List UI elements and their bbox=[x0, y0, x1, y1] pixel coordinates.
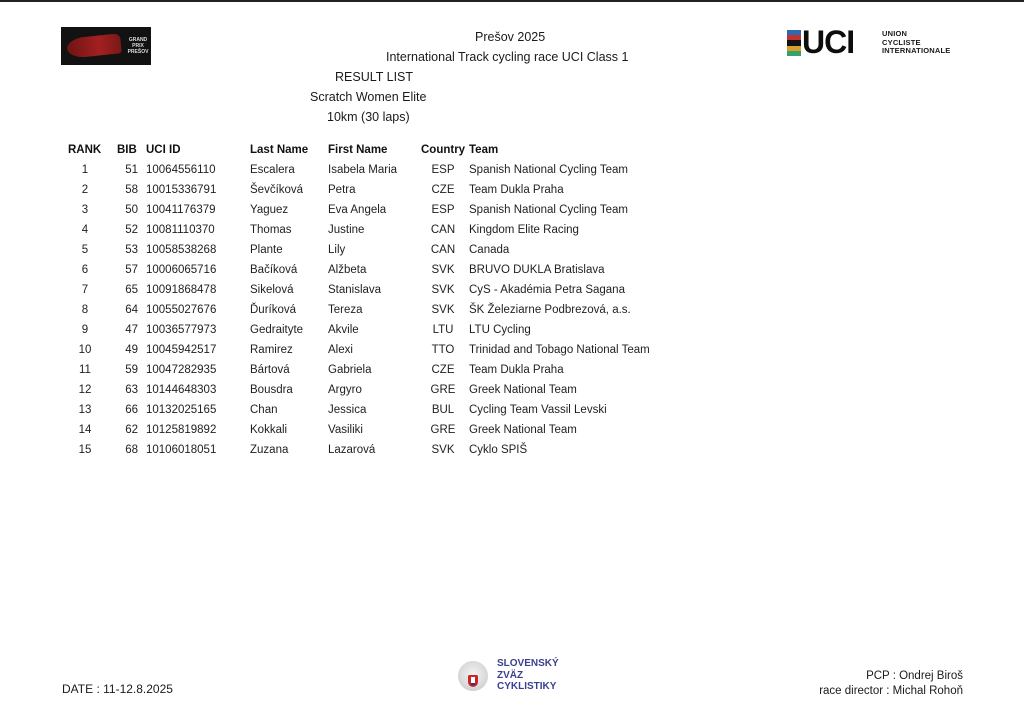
cell-rank: 2 bbox=[81, 184, 89, 196]
cell-uci-id: 10125819892 bbox=[146, 424, 217, 436]
cell-bib: 53 bbox=[125, 244, 138, 256]
cell-team: CyS - Akadémia Petra Sagana bbox=[469, 284, 625, 296]
cell-first-name: Akvile bbox=[328, 324, 359, 336]
cell-country: CZE bbox=[431, 364, 455, 376]
cell-uci-id: 10132025165 bbox=[146, 404, 217, 416]
uci-logo-subtitle bbox=[882, 30, 951, 56]
cell-first-name: Gabriela bbox=[328, 364, 372, 376]
logo-text-line: PRIX bbox=[132, 43, 144, 49]
event-title: International Track cycling race UCI Class 1 bbox=[386, 50, 629, 64]
cell-team: ŠK Železiarne Podbrezová, a.s. bbox=[469, 304, 631, 316]
uci-logo-word: UCI bbox=[802, 24, 855, 60]
cell-country: CAN bbox=[430, 244, 456, 256]
cell-country: ESP bbox=[431, 164, 455, 176]
column-header-last-name: Last Name bbox=[250, 144, 309, 156]
cell-team: Cycling Team Vassil Levski bbox=[469, 404, 607, 416]
event-city-year: Prešov 2025 bbox=[475, 30, 546, 44]
cell-bib: 62 bbox=[125, 424, 138, 436]
cell-last-name: Bačíková bbox=[250, 264, 298, 276]
cell-first-name: Alexi bbox=[328, 344, 353, 356]
cell-uci-id: 10036577973 bbox=[146, 324, 217, 336]
officials-signature-block bbox=[819, 669, 963, 699]
cell-rank: 12 bbox=[78, 384, 92, 396]
cell-last-name: Ďuríková bbox=[250, 304, 297, 316]
cell-rank: 11 bbox=[79, 364, 91, 376]
cell-country: LTU bbox=[432, 324, 454, 336]
szc-logo-text bbox=[497, 658, 559, 693]
cell-rank: 15 bbox=[78, 444, 92, 456]
race-category: Scratch Women Elite bbox=[310, 90, 427, 104]
uci-stripe bbox=[787, 51, 801, 56]
cell-country: CZE bbox=[431, 184, 455, 196]
cell-country: CAN bbox=[430, 224, 456, 236]
cell-team: Team Dukla Praha bbox=[469, 364, 564, 376]
cell-rank: 6 bbox=[81, 264, 89, 276]
cell-team: BRUVO DUKLA Bratislava bbox=[469, 264, 605, 276]
column-header-bib: BIB bbox=[117, 144, 137, 156]
cell-rank: 7 bbox=[81, 284, 89, 296]
cell-uci-id: 10055027676 bbox=[146, 304, 217, 316]
szc-logo-line: CYKLISTIKY bbox=[497, 681, 557, 692]
cell-last-name: Ramirez bbox=[250, 344, 293, 356]
cell-first-name: Petra bbox=[328, 184, 356, 196]
cell-bib: 64 bbox=[125, 304, 138, 316]
cell-last-name: Plante bbox=[250, 244, 283, 256]
cell-rank: 1 bbox=[81, 164, 89, 176]
cell-first-name: Tereza bbox=[328, 304, 363, 316]
race-date: DATE : 11-12.8.2025 bbox=[62, 682, 173, 696]
pcp-official: PCP : Ondrej Biroš bbox=[866, 670, 963, 682]
szc-logo-line: SLOVENSKÝ bbox=[497, 658, 559, 669]
uci-rainbow-stripes-icon bbox=[787, 30, 801, 56]
cell-rank: 9 bbox=[81, 324, 89, 336]
cell-team: Spanish National Cycling Team bbox=[469, 164, 628, 176]
cell-country: SVK bbox=[431, 284, 455, 296]
cell-first-name: Argyro bbox=[328, 384, 362, 396]
cell-country: SVK bbox=[431, 264, 455, 276]
cell-uci-id: 10058538268 bbox=[146, 244, 217, 256]
cell-uci-id: 10045942517 bbox=[146, 344, 217, 356]
cell-first-name: Vasiliki bbox=[328, 424, 363, 436]
cell-uci-id: 10006065716 bbox=[146, 264, 217, 276]
logo-text-line: GRAND bbox=[128, 37, 148, 43]
uci-subtitle-line: UNION bbox=[882, 29, 908, 38]
cell-last-name: Bártová bbox=[250, 364, 290, 376]
column-header-rank: RANK bbox=[68, 144, 102, 156]
race-director: race director : Michal Rohoň bbox=[819, 685, 963, 697]
cell-uci-id: 10091868478 bbox=[146, 284, 217, 296]
uci-subtitle-line: CYCLISTE bbox=[882, 37, 921, 47]
cell-team: Team Dukla Praha bbox=[469, 184, 564, 196]
cell-first-name: Justine bbox=[328, 224, 365, 236]
cell-first-name: Alžbeta bbox=[328, 264, 367, 276]
cell-uci-id: 10081110370 bbox=[146, 224, 215, 236]
szc-logo-line: ZVÄZ bbox=[497, 669, 524, 681]
cell-bib: 49 bbox=[125, 344, 138, 356]
cell-first-name: Lazarová bbox=[328, 444, 376, 456]
uci-logo bbox=[786, 24, 966, 60]
cell-last-name: Chan bbox=[250, 404, 278, 416]
slovensky-zvaz-cyklistiky-logo bbox=[457, 657, 577, 697]
cell-team: Cyklo SPIŠ bbox=[469, 444, 528, 456]
cell-rank: 4 bbox=[81, 224, 89, 236]
cell-last-name: Gedraityte bbox=[250, 324, 304, 336]
cell-last-name: Escalera bbox=[250, 164, 295, 176]
cell-last-name: Yaguez bbox=[250, 204, 289, 216]
cell-last-name: Sikelová bbox=[250, 284, 294, 296]
cell-team: Canada bbox=[469, 244, 510, 256]
column-header-first-name: First Name bbox=[328, 144, 388, 156]
cell-bib: 58 bbox=[125, 184, 138, 196]
cell-first-name: Lily bbox=[328, 244, 346, 256]
column-header-team: Team bbox=[469, 144, 499, 156]
slovak-shield-icon bbox=[468, 675, 478, 687]
cell-uci-id: 10015336791 bbox=[146, 184, 217, 196]
cell-uci-id: 10106018051 bbox=[146, 444, 217, 456]
cell-team: Greek National Team bbox=[469, 424, 577, 436]
logo-swoosh-icon bbox=[66, 33, 122, 59]
cell-rank: 14 bbox=[78, 424, 92, 436]
grand-prix-logo-text bbox=[125, 37, 151, 55]
cell-team: Trinidad and Tobago National Team bbox=[469, 344, 650, 356]
cell-team: Kingdom Elite Racing bbox=[469, 224, 579, 236]
cell-country: BUL bbox=[431, 404, 455, 416]
result-list-heading: RESULT LIST bbox=[335, 70, 414, 84]
cell-team: LTU Cycling bbox=[469, 324, 531, 336]
cell-first-name: Stanislava bbox=[328, 284, 382, 296]
column-header-country: Country bbox=[421, 144, 466, 156]
cell-bib: 47 bbox=[125, 324, 138, 336]
cell-rank: 13 bbox=[78, 404, 92, 416]
race-distance: 10km (30 laps) bbox=[327, 110, 410, 124]
cell-rank: 5 bbox=[81, 244, 89, 256]
cell-last-name: Zuzana bbox=[250, 444, 289, 456]
cell-uci-id: 10064556110 bbox=[146, 164, 216, 176]
cell-country: SVK bbox=[431, 304, 455, 316]
cell-uci-id: 10041176379 bbox=[146, 204, 216, 216]
cell-last-name: Ševčíková bbox=[250, 184, 304, 196]
cell-bib: 51 bbox=[125, 164, 138, 176]
cell-country: GRE bbox=[430, 384, 456, 396]
cell-bib: 66 bbox=[125, 404, 138, 416]
cell-bib: 50 bbox=[125, 204, 138, 216]
cell-country: SVK bbox=[431, 444, 455, 456]
cell-first-name: Isabela Maria bbox=[328, 164, 398, 176]
cell-first-name: Jessica bbox=[328, 404, 367, 416]
cell-first-name: Eva Angela bbox=[328, 204, 387, 216]
cell-country: ESP bbox=[431, 204, 455, 216]
cell-team: Spanish National Cycling Team bbox=[469, 204, 628, 216]
uci-subtitle-line: INTERNATIONALE bbox=[882, 46, 951, 55]
logo-text-line: PREŠOV bbox=[127, 49, 149, 55]
cell-last-name: Bousdra bbox=[250, 384, 293, 396]
cell-country: TTO bbox=[431, 344, 455, 356]
cell-last-name: Kokkali bbox=[250, 424, 288, 436]
cell-bib: 52 bbox=[125, 224, 138, 236]
cell-rank: 3 bbox=[81, 204, 89, 216]
cell-rank: 10 bbox=[78, 344, 92, 356]
cell-bib: 59 bbox=[125, 364, 138, 376]
cell-rank: 8 bbox=[81, 304, 89, 316]
cell-country: GRE bbox=[430, 424, 456, 436]
cell-bib: 57 bbox=[125, 264, 138, 276]
cell-bib: 63 bbox=[125, 384, 138, 396]
cell-last-name: Thomas bbox=[250, 224, 292, 236]
cell-bib: 65 bbox=[125, 284, 138, 296]
cell-team: Greek National Team bbox=[469, 384, 577, 396]
column-header-uci-id: UCI ID bbox=[146, 144, 181, 156]
cell-uci-id: 10144648303 bbox=[146, 384, 217, 396]
szc-emblem-icon bbox=[458, 661, 488, 691]
grand-prix-presov-logo bbox=[61, 27, 151, 65]
cell-uci-id: 10047282935 bbox=[146, 364, 217, 376]
cell-bib: 68 bbox=[125, 444, 138, 456]
top-border-line bbox=[0, 0, 1024, 2]
